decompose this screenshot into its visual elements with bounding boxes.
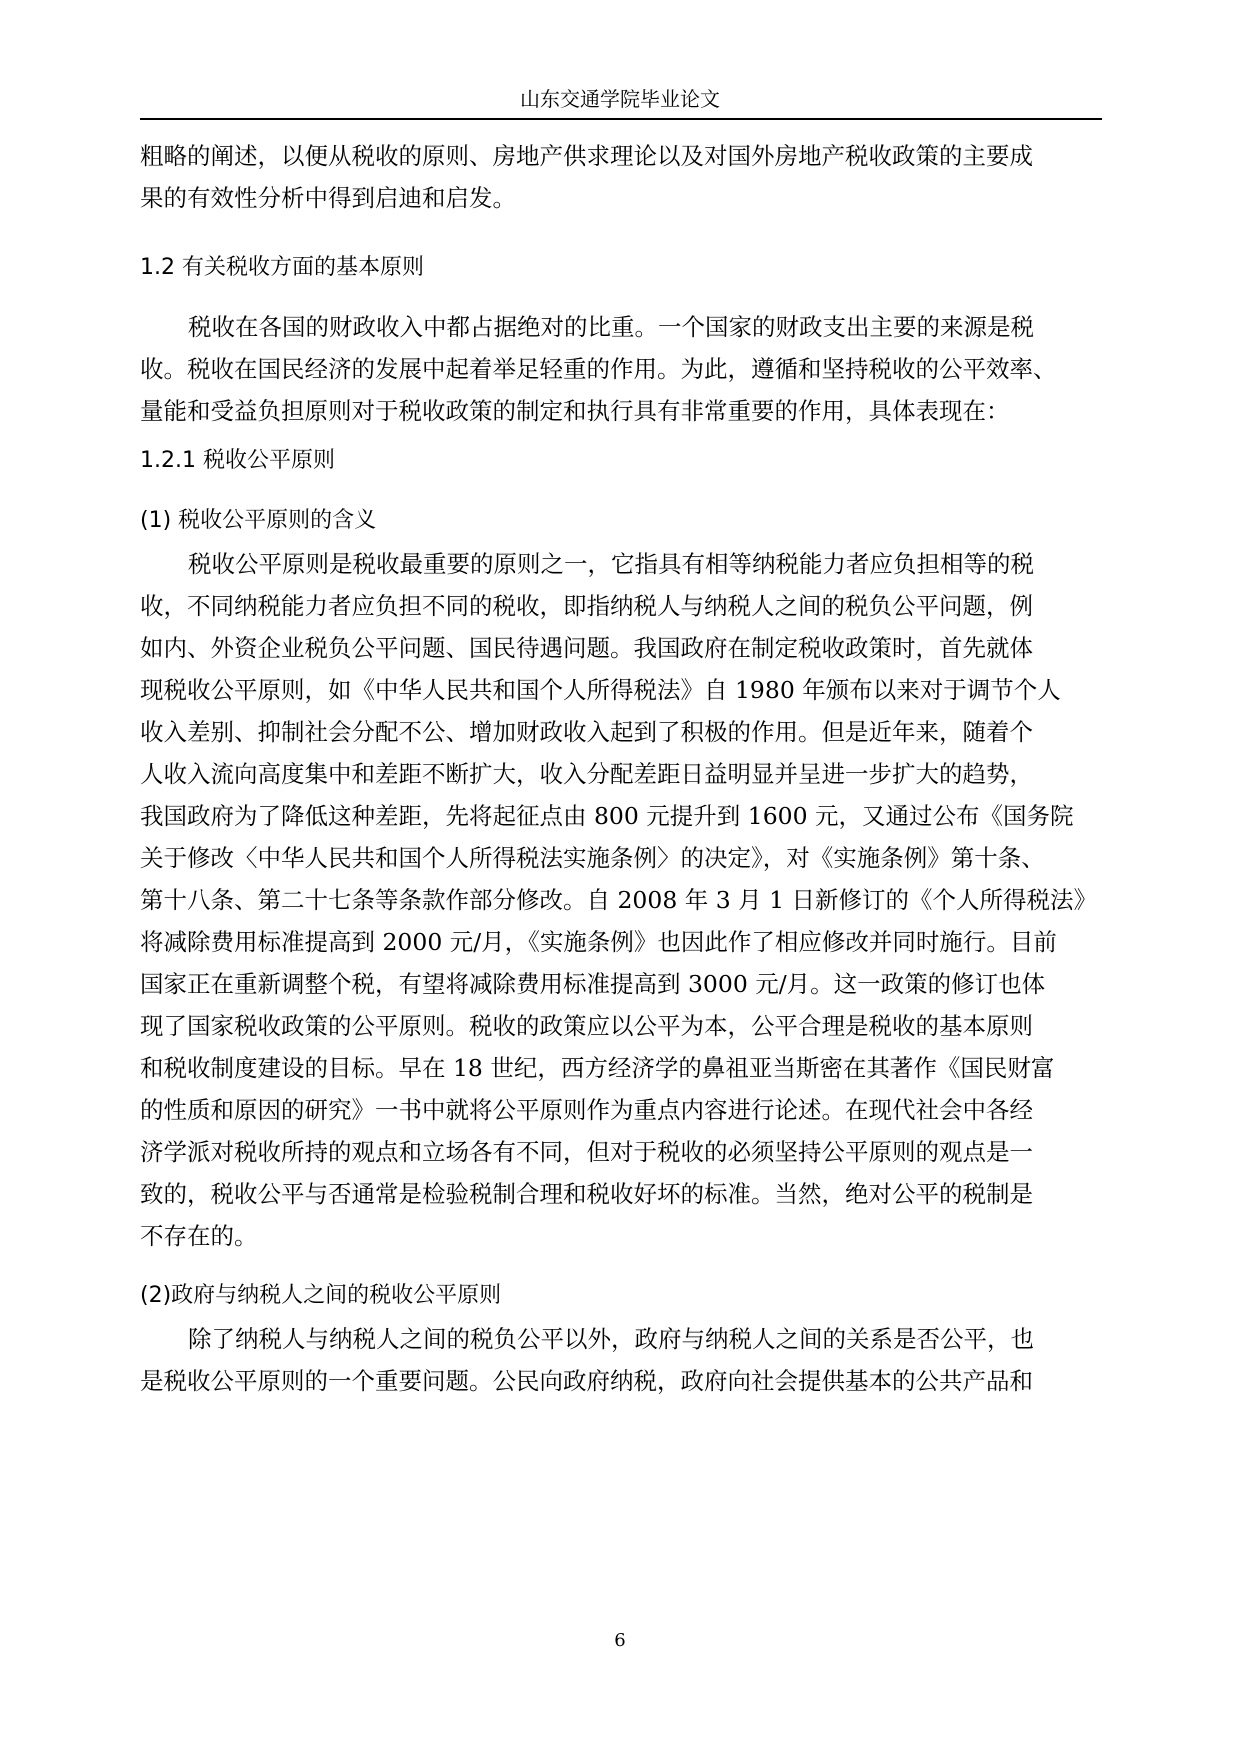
paragraph-line: 税收公平原则是税收最重要的原则之一，它指具有相等纳税能力者应负担相等的税 [188,550,1034,578]
header-divider [140,118,1102,120]
paragraph-line: 如内、外资企业税负公平问题、国民待遇问题。我国政府在制定税收政策时，首先就体 [140,634,1033,662]
paragraph-line: 不存在的。 [140,1222,258,1250]
paragraph-line: 国家正在重新调整个税，有望将减除费用标准提高到 3000 元/月。这一政策的修订也体 [140,970,1046,998]
paragraph-line: 我国政府为了降低这种差距，先将起征点由 800 元提升到 1600 元，又通过公布《国务院 [140,802,1074,830]
paragraph-line: 和税收制度建设的目标。早在 18 世纪，西方经济学的鼻祖亚当斯密在其著作《国民财富 [140,1054,1055,1082]
paragraph-line: 将减除费用标准提高到 2000 元/月，《实施条例》也因此作了相应修改并同时施行。目前 [140,928,1057,956]
paragraph-line: 税收在各国的财政收入中都占据绝对的比重。一个国家的财政支出主要的来源是税 [188,313,1034,341]
paragraph-line: 收。税收在国民经济的发展中起着举足轻重的作用。为此，遵循和坚持税收的公平效率、 [140,355,1057,383]
paragraph-line: 除了纳税人与纳税人之间的税负公平以外，政府与纳税人之间的关系是否公平，也 [188,1325,1034,1353]
paragraph-line: 是税收公平原则的一个重要问题。公民向政府纳税，政府向社会提供基本的公共产品和 [140,1367,1033,1395]
section-heading: 1.2 有关税收方面的基本原则 [140,255,424,280]
item-heading: (2)政府与纳税人之间的税收公平原则 [140,1283,502,1308]
paragraph-line: 第十八条、第二十七条等条款作部分修改。自 2008 年 3 月 1 日新修订的《个人所得税法》 [140,886,1098,914]
paragraph-line: 致的，税收公平与否通常是检验税制合理和税收好坏的标准。当然，绝对公平的税制是 [140,1180,1033,1208]
paragraph-line: 现税收公平原则，如《中华人民共和国个人所得税法》自 1980 年颁布以来对于调节个人 [140,676,1061,704]
paragraph-line: 现了国家税收政策的公平原则。税收的政策应以公平为本，公平合理是税收的基本原则 [140,1012,1033,1040]
paragraph-line: 济学派对税收所持的观点和立场各有不同，但对于税收的必须坚持公平原则的观点是一 [140,1138,1033,1166]
paragraph-line: 的性质和原因的研究》一书中就将公平原则作为重点内容进行论述。在现代社会中各经 [140,1096,1033,1124]
subsection-heading: 1.2.1 税收公平原则 [140,448,335,473]
paragraph-line: 人收入流向高度集中和差距不断扩大，收入分配差距日益明显并呈进一步扩大的趋势， [140,760,1033,788]
paragraph-line: 量能和受益负担原则对于税收政策的制定和执行具有非常重要的作用，具体表现在： [140,397,1010,425]
paragraph-line: 粗略的阐述，以便从税收的原则、房地产供求理论以及对国外房地产税收政策的主要成 [140,142,1033,170]
paragraph-line: 收入差别、抑制社会分配不公、增加财政收入起到了积极的作用。但是近年来，随着个 [140,718,1033,746]
page-number: 6 [614,1630,626,1651]
header-title: 山东交通学院毕业论文 [520,87,720,111]
paragraph-line: 果的有效性分析中得到启迪和启发。 [140,184,516,212]
paragraph-line: 关于修改〈中华人民共和国个人所得税法实施条例〉的决定》，对《实施条例》第十条、 [140,844,1045,872]
paragraph-line: 收，不同纳税能力者应负担不同的税收，即指纳税人与纳税人之间的税负公平问题，例 [140,592,1033,620]
item-heading: (1) 税收公平原则的含义 [140,508,377,533]
